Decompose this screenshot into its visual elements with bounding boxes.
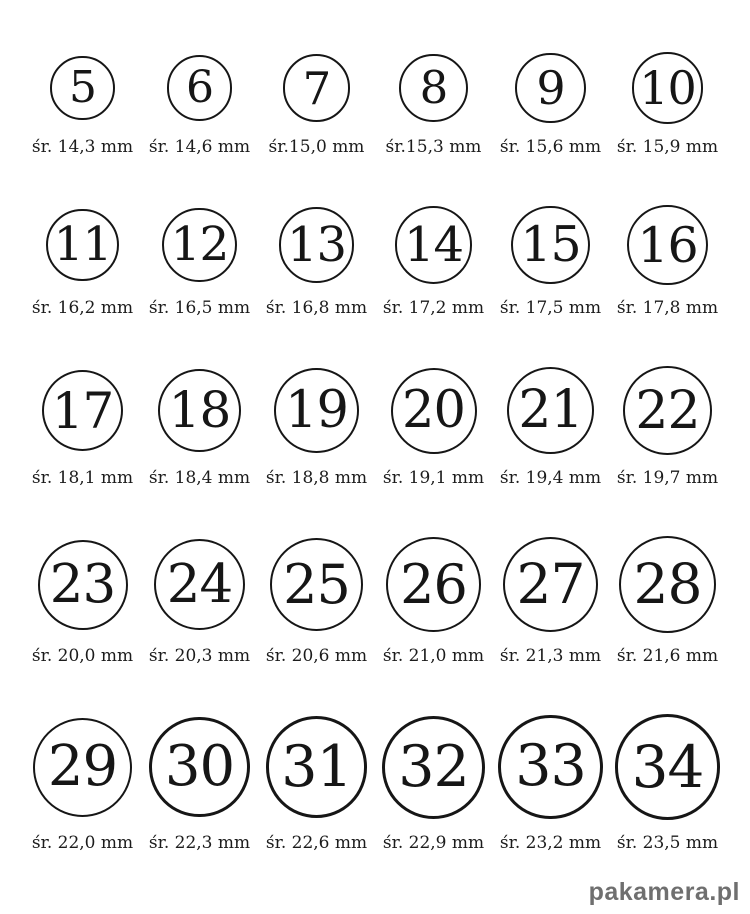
ring-diameter-label: śr. 22,9 mm bbox=[382, 833, 485, 853]
ring-circle-box bbox=[283, 52, 351, 124]
ring-size-cell bbox=[609, 52, 726, 157]
ring-circle-box bbox=[149, 714, 249, 820]
ring-circle-box bbox=[386, 536, 481, 633]
ring-size-cell bbox=[258, 205, 375, 318]
ring-diameter-label: śr. 18,8 mm bbox=[265, 468, 368, 488]
ring-circle-box bbox=[46, 205, 119, 285]
ring-diameter-label: śr. 14,6 mm bbox=[148, 137, 251, 157]
ring-size-cell bbox=[492, 536, 609, 666]
ring-circle bbox=[399, 54, 468, 123]
ring-size-number: 32 bbox=[398, 733, 469, 800]
ring-circle-box bbox=[615, 714, 721, 820]
ring-size-number: 19 bbox=[285, 381, 348, 440]
ring-diameter-label: śr. 19,4 mm bbox=[499, 468, 602, 488]
ring-diameter-label: śr. 22,3 mm bbox=[148, 833, 251, 853]
ring-circle-box bbox=[38, 536, 128, 633]
ring-size-cell bbox=[258, 536, 375, 666]
ring-size-number: 14 bbox=[403, 216, 464, 273]
ring-size-number: 8 bbox=[419, 61, 448, 115]
ring-diameter-label: śr. 16,8 mm bbox=[265, 298, 368, 318]
ring-size-number: 24 bbox=[166, 553, 233, 615]
ring-circle-box bbox=[42, 366, 124, 455]
ring-size-cell bbox=[492, 205, 609, 318]
ring-diameter-label: śr. 18,1 mm bbox=[31, 468, 134, 488]
ring-diameter-label: śr. 21,0 mm bbox=[382, 646, 485, 666]
ring-circle bbox=[50, 56, 114, 120]
ring-size-cell bbox=[24, 52, 141, 157]
ring-size-cell bbox=[375, 714, 492, 853]
ring-circle bbox=[279, 207, 355, 283]
ring-circle-box bbox=[515, 52, 585, 124]
ring-size-number: 34 bbox=[631, 732, 704, 801]
ring-diameter-label: śr. 17,2 mm bbox=[382, 298, 485, 318]
ring-size-cell bbox=[375, 366, 492, 488]
ring-size-number: 25 bbox=[283, 552, 350, 616]
ring-circle bbox=[623, 366, 712, 455]
ring-size-cell bbox=[492, 714, 609, 853]
ring-circle bbox=[274, 368, 359, 453]
ring-size-cell bbox=[24, 366, 141, 488]
ring-circle bbox=[167, 55, 233, 121]
ring-diameter-label: śr. 21,3 mm bbox=[499, 646, 602, 666]
ring-diameter-label: śr. 17,8 mm bbox=[616, 298, 719, 318]
ring-size-number: 20 bbox=[402, 381, 465, 440]
ring-circle bbox=[627, 205, 707, 285]
ring-circle-box bbox=[507, 366, 594, 455]
ring-circle-box bbox=[270, 536, 363, 633]
ring-circle-box bbox=[399, 52, 468, 124]
ring-size-cell bbox=[141, 52, 258, 157]
ring-size-cell bbox=[375, 205, 492, 318]
ring-circle-box bbox=[498, 714, 602, 820]
ring-size-row bbox=[24, 536, 726, 666]
ring-circle-box bbox=[158, 366, 241, 455]
ring-size-cell bbox=[24, 205, 141, 318]
ring-circle-box bbox=[50, 52, 114, 124]
ring-size-cell bbox=[258, 52, 375, 157]
ring-size-cell bbox=[141, 714, 258, 853]
ring-size-number: 30 bbox=[164, 733, 235, 799]
ring-diameter-label: śr. 23,2 mm bbox=[499, 833, 602, 853]
ring-size-cell bbox=[24, 714, 141, 853]
ring-diameter-label: śr. 22,0 mm bbox=[31, 833, 134, 853]
ring-size-number: 16 bbox=[637, 216, 698, 274]
ring-circle bbox=[158, 369, 241, 452]
ring-size-cell bbox=[141, 205, 258, 318]
ring-size-cell bbox=[609, 714, 726, 853]
ring-size-row bbox=[24, 714, 726, 853]
ring-diameter-label: śr. 19,1 mm bbox=[382, 468, 485, 488]
ring-size-number: 29 bbox=[47, 734, 118, 799]
ring-circle-box bbox=[154, 536, 245, 633]
ring-circle bbox=[283, 54, 351, 122]
ring-size-number: 9 bbox=[536, 61, 565, 115]
ring-size-number: 22 bbox=[635, 380, 700, 441]
ring-diameter-label: śr. 16,2 mm bbox=[31, 298, 134, 318]
ring-diameter-label: śr. 23,5 mm bbox=[616, 833, 719, 853]
ring-diameter-label: śr. 22,6 mm bbox=[265, 833, 368, 853]
ring-size-cell bbox=[258, 366, 375, 488]
ring-circle-box bbox=[511, 205, 590, 285]
ring-size-cell bbox=[609, 205, 726, 318]
ring-size-number: 28 bbox=[633, 552, 702, 616]
ring-diameter-label: śr. 16,5 mm bbox=[148, 298, 251, 318]
ring-size-cell bbox=[609, 366, 726, 488]
ring-circle bbox=[386, 537, 481, 632]
ring-size-number: 10 bbox=[639, 61, 696, 115]
ring-size-number: 27 bbox=[516, 551, 585, 616]
ring-circle bbox=[515, 53, 585, 123]
ring-circle bbox=[503, 537, 599, 633]
ring-circle-box bbox=[167, 52, 233, 124]
ring-size-number: 26 bbox=[400, 552, 467, 616]
ring-circle-box bbox=[33, 714, 132, 820]
ring-size-number: 23 bbox=[49, 554, 116, 615]
ring-size-number: 31 bbox=[281, 733, 352, 800]
ring-size-cell bbox=[141, 536, 258, 666]
ring-diameter-label: śr. 17,5 mm bbox=[499, 298, 602, 318]
ring-circle-box bbox=[619, 536, 716, 633]
ring-circle-box bbox=[632, 52, 704, 124]
ring-circle bbox=[619, 536, 716, 633]
ring-circle-box bbox=[391, 366, 477, 455]
ring-size-number: 12 bbox=[170, 217, 229, 273]
ring-circle bbox=[46, 209, 119, 282]
ring-diameter-label: śr. 19,7 mm bbox=[616, 468, 719, 488]
ring-circle bbox=[615, 714, 721, 820]
ring-size-row bbox=[24, 52, 726, 157]
watermark-logo: pakamera.pl bbox=[588, 878, 740, 906]
ring-circle bbox=[33, 718, 132, 817]
ring-size-number: 15 bbox=[520, 216, 581, 274]
ring-size-row bbox=[24, 366, 726, 488]
ring-size-number: 17 bbox=[51, 381, 114, 440]
ring-circle-box bbox=[279, 205, 355, 285]
ring-circle bbox=[38, 540, 128, 630]
ring-circle bbox=[391, 368, 477, 454]
ring-size-number: 33 bbox=[515, 733, 586, 800]
ring-diameter-label: śr. 15,6 mm bbox=[499, 137, 602, 157]
ring-circle bbox=[507, 367, 594, 454]
ring-size-cell bbox=[492, 52, 609, 157]
ring-diameter-label: śr. 14,3 mm bbox=[31, 137, 134, 157]
ring-circle bbox=[632, 52, 704, 124]
ring-diameter-label: śr. 21,6 mm bbox=[616, 646, 719, 666]
ring-circle-box bbox=[382, 714, 485, 820]
ring-size-row bbox=[24, 205, 726, 318]
ring-size-cell bbox=[375, 52, 492, 157]
ring-size-number: 21 bbox=[518, 380, 583, 441]
ring-size-number: 6 bbox=[186, 62, 213, 113]
ring-diameter-label: śr. 20,3 mm bbox=[148, 646, 251, 666]
ring-circle bbox=[395, 206, 472, 283]
ring-size-cell bbox=[258, 714, 375, 853]
ring-size-cell bbox=[609, 536, 726, 666]
ring-circle bbox=[266, 716, 368, 818]
ring-size-cell bbox=[141, 366, 258, 488]
ring-size-number: 5 bbox=[68, 61, 96, 113]
ring-size-number: 11 bbox=[53, 217, 112, 273]
ring-diameter-label: śr. 15,9 mm bbox=[616, 137, 719, 157]
ring-circle bbox=[270, 538, 363, 631]
ring-size-number: 18 bbox=[168, 381, 231, 440]
ring-size-number: 13 bbox=[286, 217, 347, 273]
ring-circle bbox=[382, 716, 485, 819]
ring-diameter-label: śr.15,0 mm bbox=[268, 137, 365, 157]
ring-size-cell bbox=[375, 536, 492, 666]
ring-circle-box bbox=[503, 536, 599, 633]
ring-circle bbox=[511, 206, 590, 285]
ring-circle bbox=[154, 539, 245, 630]
ring-diameter-label: śr. 20,0 mm bbox=[31, 646, 134, 666]
ring-size-number: 7 bbox=[302, 61, 331, 115]
ring-diameter-label: śr. 20,6 mm bbox=[265, 646, 368, 666]
ring-circle-box bbox=[627, 205, 707, 285]
ring-diameter-label: śr.15,3 mm bbox=[385, 137, 482, 157]
ring-circle bbox=[149, 717, 249, 817]
ring-circle-box bbox=[623, 366, 712, 455]
ring-circle-box bbox=[395, 205, 472, 285]
ring-circle-box bbox=[274, 366, 359, 455]
ring-circle-box bbox=[162, 205, 236, 285]
ring-circle-box bbox=[266, 714, 368, 820]
ring-circle bbox=[42, 370, 124, 452]
ring-size-cell bbox=[24, 536, 141, 666]
ring-size-cell bbox=[492, 366, 609, 488]
ring-diameter-label: śr. 18,4 mm bbox=[148, 468, 251, 488]
ring-circle bbox=[162, 208, 236, 282]
ring-circle bbox=[498, 715, 602, 819]
